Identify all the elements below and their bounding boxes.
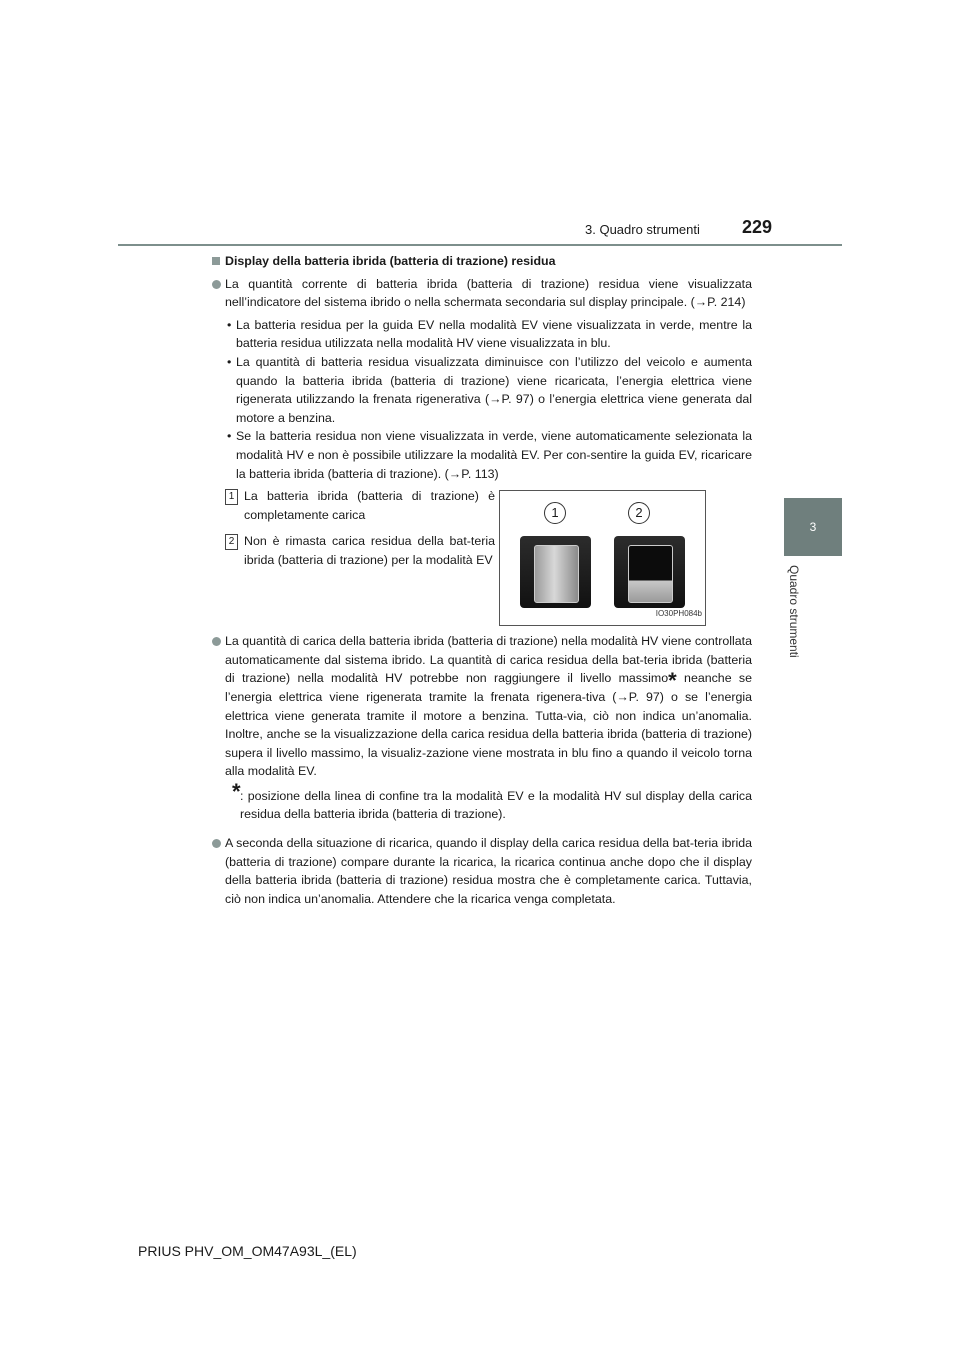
list-item [212, 427, 752, 483]
paragraph-text: A seconda della situazione di ricarica, quando il display della carica residua della bat-teria ibrida (batteria di trazione) compare durante la ricarica, la ricarica continua anche dopo che il display della batteria ibrida (batteria di trazione) residua mostra che è completamente carica. Tuttavia, ciò non indica un’anomalia. Attendere che la ricarica venga completata. [225, 836, 752, 906]
section-title: 3. Quadro strumenti [585, 222, 700, 237]
battery-figure [499, 490, 706, 626]
bullet-mark: • [227, 354, 232, 369]
figure-callout-2: 2 [628, 502, 650, 524]
caption-text: Non è rimasta carica residua della bat-teria ibrida (batteria di trazione) per la modalità EV [244, 534, 495, 567]
list-item-text: La batteria residua per la guida EV nella modalità EV viene visualizzata in verde, mentre la batteria residua utilizzata nella modalità HV viene visualizzata in blu. [236, 317, 752, 351]
caption-text: La batteria ibrida (batteria di trazione) è completamente carica [244, 489, 495, 522]
list-item-text: Se la batteria residua non viene visualizzata in verde, viene automaticamente selezionata la modalità HV e non è possibile utilizzare la modalità EV. Per con-sentire la guida EV, ricaricare la batteria ibrida (batteria di trazione). (→P. 113) [236, 429, 752, 481]
section-heading [212, 252, 752, 271]
caption-item [225, 532, 495, 569]
paragraph-charging [212, 834, 752, 908]
paragraph-text-b: neanche se l’energia elettrica viene rigenerata tramite la frenata rigenera-tiva (→P. 97) o se l’energia elettrica viene generata tramite il motore a benzina. Tutta-via, ciò non indica un’anomalia. Inoltre, anche se la visualizzazione della carica residua della batteria ibrida (batteria di trazione) supera il livello massimo, la visualiz-zazione viene mostrata in blu fino a quando il veicolo torna alla modalità EV. [225, 671, 753, 779]
battery-empty-icon [614, 536, 685, 608]
figure-captions [212, 487, 495, 626]
list-item [212, 316, 752, 353]
asterisk-mark: * [668, 668, 677, 694]
footnote-asterisk: * [232, 778, 241, 804]
paragraph-text: La quantità corrente di batteria ibrida (batteria di trazione) residua viene visualizzata nell’indicatore del sistema ibrido o nella schermata secondaria sul display principale. (→P. 214) [225, 276, 752, 310]
caption-number: 1 [225, 489, 238, 505]
square-bullet-icon [212, 257, 220, 265]
paragraph-hv-charge [212, 632, 752, 781]
figure-code: IO30PH084b [655, 608, 702, 618]
section-heading-text: Display della batteria ibrida (batteria di trazione) residua [225, 254, 556, 268]
paragraph-current-charge [212, 275, 752, 312]
bullet-mark: • [227, 429, 232, 444]
paragraph-text-a: La quantità di carica della batteria ibrida (batteria di trazione) nella modalità HV viene controllata automaticamente dal sistema ibrido. La quantità di carica residua della bat-teria ibrida (batteria di trazione) nella modalità HV potrebbe non raggiungere il livello massimo [225, 634, 752, 686]
footnote-text: : posizione della linea di confine tra la modalità EV e la modalità HV sul display della carica residua della batteria ibrida (batteria di trazione). [240, 788, 752, 822]
list-item-text: La quantità di batteria residua visualizzata diminuisce con l’utilizzo del veicolo e aumenta quando la batteria ibrida (batteria di trazione) viene ricaricata, l’energia elettrica viene rigenerata utilizzando la frenata rigenerativa (→P. 97) o l’energia elettrica viene generata dal motore a benzina. [236, 354, 752, 425]
caption-number: 2 [225, 534, 238, 550]
page-number: 229 [742, 217, 773, 237]
figure-callout-1: 1 [544, 502, 566, 524]
round-bullet-icon [212, 839, 221, 848]
chapter-tab [784, 498, 842, 556]
footnote [212, 778, 752, 824]
header-rule [118, 244, 842, 246]
round-bullet-icon [212, 637, 221, 646]
chapter-tab-number: 3 [809, 520, 817, 534]
page-content [212, 252, 752, 912]
battery-full-icon [520, 536, 591, 608]
list-item [212, 353, 752, 427]
chapter-side-label: Quadro strumenti [787, 565, 801, 658]
round-bullet-icon [212, 280, 221, 289]
document-code: PRIUS PHV_OM_OM47A93L_(EL) [138, 1243, 357, 1259]
caption-item [225, 487, 495, 524]
bullet-mark: • [227, 317, 232, 332]
figure-row [212, 487, 752, 626]
